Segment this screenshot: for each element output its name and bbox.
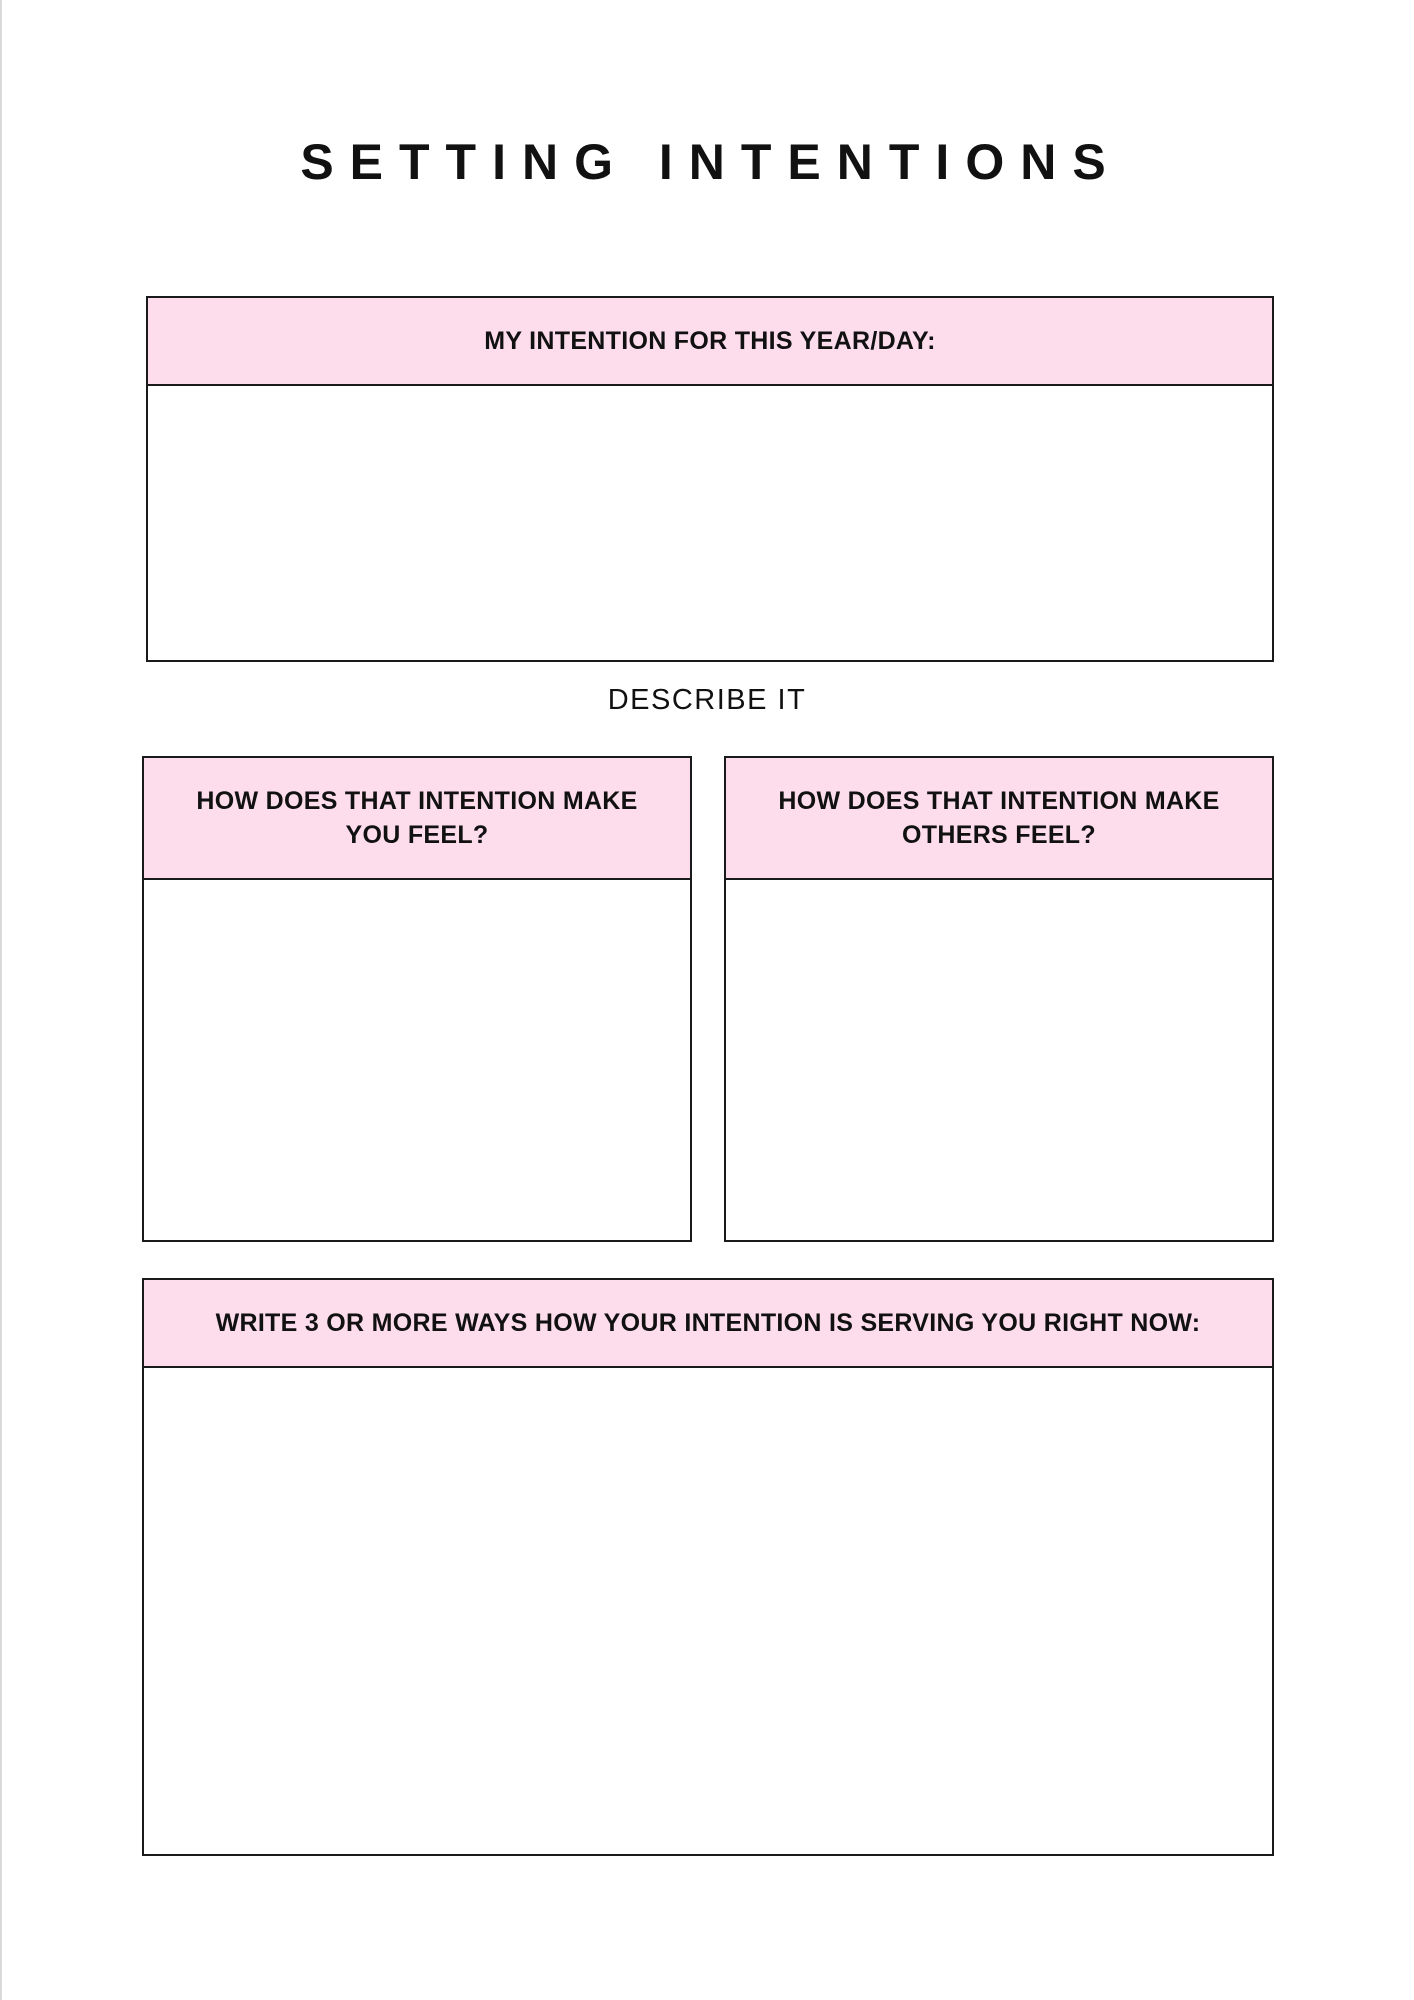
page-title: SETTING INTENTIONS [300,134,1122,190]
you-feel-box-header: HOW DOES THAT INTENTION MAKE YOU FEEL? [144,758,690,880]
others-feel-box-header: HOW DOES THAT INTENTION MAKE OTHERS FEEL? [726,758,1272,880]
intention-box-header: MY INTENTION FOR THIS YEAR/DAY: [148,298,1272,386]
page-edge [0,0,2,2000]
you-feel-writing-area[interactable] [144,880,690,1240]
intention-box [146,296,1274,662]
serving-writing-area[interactable] [144,1368,1272,1854]
serving-box-header: WRITE 3 OR MORE WAYS HOW YOUR INTENTION IS SERVING YOU RIGHT NOW: [144,1280,1272,1368]
describe-it-label: DESCRIBE IT [607,684,807,716]
you-feel-box [142,756,692,1242]
serving-box [142,1278,1274,1856]
others-feel-writing-area[interactable] [726,880,1272,1240]
intention-writing-area[interactable] [148,386,1272,660]
others-feel-box [724,756,1274,1242]
